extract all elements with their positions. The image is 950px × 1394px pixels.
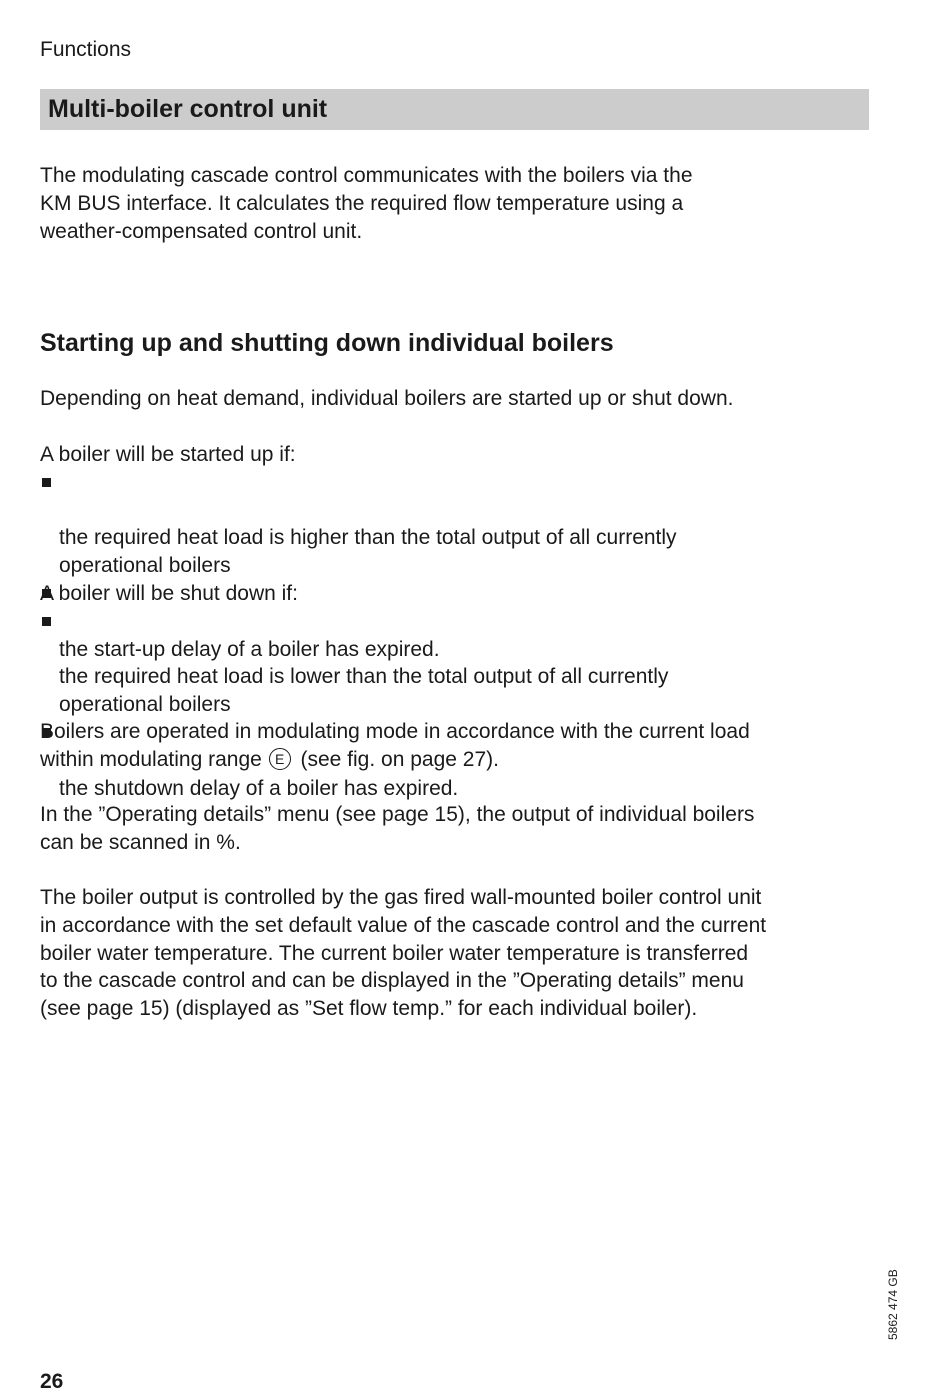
document-code: 5862 474 GB bbox=[886, 1269, 900, 1340]
startup-intro: A boiler will be started up if: bbox=[40, 443, 296, 466]
page-number: 26 bbox=[40, 1370, 64, 1393]
modulating-line-1: Boilers are operated in modulating mode in accordance with the current load bbox=[40, 720, 750, 743]
demand-paragraph bbox=[40, 385, 733, 413]
operating-details-text: In the ”Operating details” menu (see page 15), the output of individual boilers can be scanned in %. bbox=[40, 803, 755, 854]
section-label: Functions bbox=[40, 38, 132, 61]
shutdown-intro: A boiler will be shut down if: bbox=[40, 582, 298, 605]
operating-details-paragraph bbox=[40, 801, 754, 857]
list-item-text: the required heat load is higher than the total output of all currently operational boilers bbox=[59, 526, 677, 578]
intro-text: The modulating cascade control communicates with the boilers via the KM BUS interface. It calculates the required flow temperature using a weather-compensated control unit. bbox=[40, 164, 693, 243]
list-item-text: the start-up delay of a boiler has expired. bbox=[59, 637, 440, 661]
list-item-text: the shutdown delay of a boiler has expired. bbox=[59, 776, 459, 800]
demand-text: Depending on heat demand, individual boilers are started up or shut down. bbox=[40, 387, 734, 410]
section-heading: Starting up and shutting down individual boilers bbox=[40, 329, 614, 357]
modulating-line-2 bbox=[40, 746, 750, 774]
modulating-text-before: within modulating range bbox=[40, 747, 262, 771]
boiler-output-text: The boiler output is controlled by the gas fired wall-mounted boiler control unit in accordance with the set default value of the cascade control and the current boiler water temperature. The current boiler water temperature is transferred to the cascade control and can be displayed in the ”Operating details” menu (see page 15) (displayed as ”Set flow temp.” for each individual boiler). bbox=[40, 886, 767, 1021]
intro-paragraph bbox=[40, 162, 693, 245]
square-bullet-icon bbox=[42, 617, 51, 626]
square-bullet-icon bbox=[42, 478, 51, 487]
list-item bbox=[40, 469, 677, 580]
modulating-paragraph bbox=[40, 718, 750, 774]
list-item bbox=[40, 608, 668, 719]
modulating-text-after: (see fig. on page 27). bbox=[300, 747, 499, 771]
boiler-output-paragraph bbox=[40, 884, 766, 1023]
list-item-text: the required heat load is lower than the total output of all currently operational boilers bbox=[59, 665, 669, 717]
circled-letter-marker: E bbox=[269, 748, 291, 770]
page-title: Multi-boiler control unit bbox=[40, 89, 869, 130]
